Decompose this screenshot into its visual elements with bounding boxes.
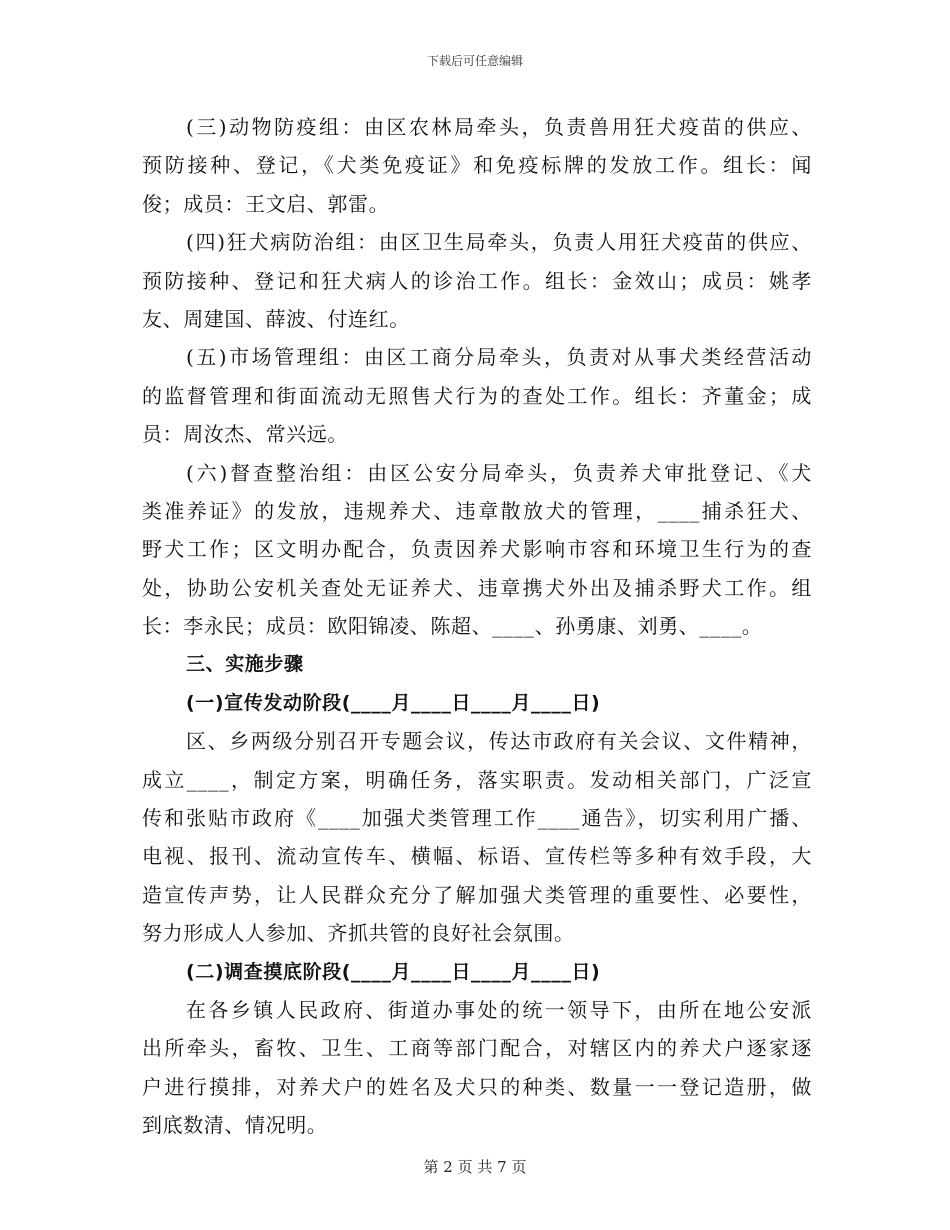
- paragraph-line: 预防接种、登记和狂犬病人的诊治工作。组长：金效山；成员：姚孝: [142, 268, 812, 293]
- paragraph-line: 类准养证》的发放，违规养犬、违章散放犬的管理，____捕杀狂犬、: [142, 498, 812, 523]
- paragraph-line: 的监督管理和街面流动无照售犬行为的查处工作。组长：齐董金；成: [142, 383, 812, 408]
- paragraph-line: 造宣传声势，让人民群众充分了解加强犬类管理的重要性、必要性，: [142, 882, 812, 907]
- paragraph-line: 电视、报刊、流动宣传车、横幅、标语、宣传栏等多种有效手段，大: [142, 844, 812, 869]
- paragraph-line: 努力形成人人参加、齐抓共管的良好社会氛围。: [142, 921, 575, 946]
- paragraph-line: 区、乡两级分别召开专题会议，传达市政府有关会议、文件精神，: [186, 729, 812, 754]
- paragraph-line: 预防接种、登记，《犬类免疫证》和免疫标牌的发放工作。组长：闻: [142, 153, 812, 178]
- paragraph-line: (三)动物防疫组：由区农林局牵头，负责兽用狂犬疫苗的供应、: [186, 115, 812, 139]
- paragraph-line: 长：李永民；成员：欧阳锦凌、陈超、____、孙勇康、刘勇、____。: [142, 614, 763, 639]
- document-body: [142, 108, 812, 1145]
- paragraph-line: 处，协助公安机关查处无证养犬、违章携犬外出及捕杀野犬工作。组: [142, 575, 812, 600]
- paragraph-line: (六)督查整治组：由区公安分局牵头，负责养犬审批登记、《犬: [186, 460, 812, 485]
- paragraph-line: 出所牵头，畜牧、卫生、工商等部门配合，对辖区内的养犬户逐家逐: [142, 1036, 812, 1061]
- paragraph-line: 友、周建国、薛波、付连红。: [142, 306, 410, 331]
- page-footer-number: 第 2 页 共 7 页: [423, 1158, 527, 1176]
- paragraph-line: (四)狂犬病防治组：由区卫生局牵头，负责人用狂犬疫苗的供应、: [186, 230, 812, 255]
- paragraph-line: 野犬工作；区文明办配合，负责因养犬影响市容和环境卫生行为的查: [142, 537, 812, 562]
- paragraph-line: 传和张贴市政府《____加强犬类管理工作____通告》，切实利用广播、: [142, 806, 812, 831]
- subsection-heading: (二)调查摸底阶段(____月____日____月____日): [186, 960, 601, 983]
- paragraph-line: 俊；成员：王文启、郭雷。: [142, 191, 390, 216]
- page-header-note: 下载后可任意编辑: [426, 54, 523, 68]
- paragraph-line: 到底数清、情况明。: [142, 1113, 328, 1138]
- paragraph-line: 户进行摸排，对养犬户的姓名及犬只的种类、数量一一登记造册，做: [142, 1074, 812, 1099]
- paragraph-line: 在各乡镇人民政府、街道办事处的统一领导下，由所在地公安派: [186, 997, 812, 1022]
- subsection-heading: (一)宣传发动阶段(____月____日____月____日): [186, 691, 601, 714]
- section-heading: 三、实施步骤: [186, 653, 304, 676]
- paragraph-line: (五)市场管理组：由区工商分局牵头，负责对从事犬类经营活动: [186, 345, 812, 370]
- paragraph-line: 员：周汝杰、常兴远。: [142, 422, 348, 447]
- paragraph-line: 成立____，制定方案，明确任务，落实职责。发动相关部门，广泛宣: [142, 767, 812, 792]
